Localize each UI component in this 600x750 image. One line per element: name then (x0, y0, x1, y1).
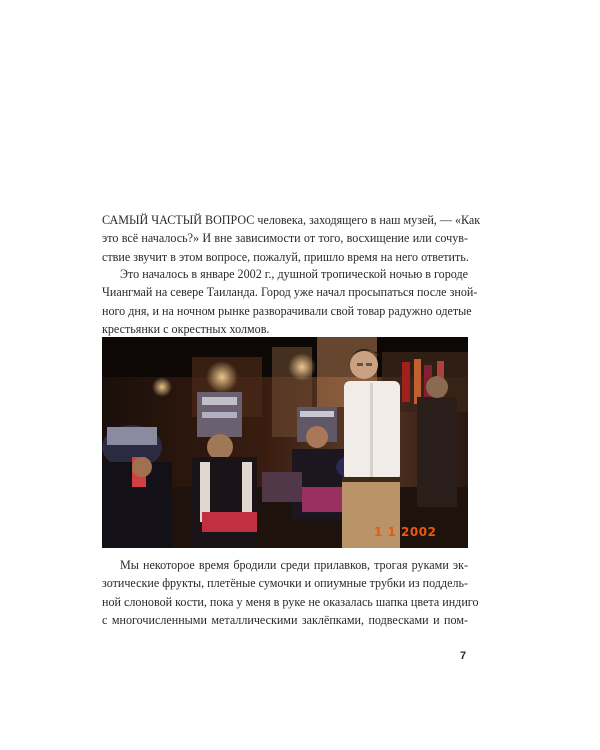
text-line: Мы некоторое время бродили среди прилавков, трогая руками эк- (120, 558, 468, 572)
paragraph-market (102, 556, 479, 630)
text-line-rest: человека, заходящего в наш музей, — «Как (254, 213, 481, 227)
lead-caps: САМЫЙ ЧАСТЫЙ ВОПРОС (102, 213, 255, 227)
text-line: крестьянки с окрестных холмов. (102, 322, 270, 337)
page-number: 7 (460, 650, 467, 662)
text-line: это всё началось?» И вне зависимости от того, восхищение или сочув- (102, 231, 468, 246)
photo-illustration (102, 337, 468, 548)
text-line: с многочисленными металлическими заклёпками, подвесками и пом- (102, 613, 468, 628)
text-line: ствие звучит в этом вопросе, пожалуй, пришло время на него ответить. (102, 249, 469, 264)
market-photo (102, 337, 468, 548)
photo-date-stamp: 1 1 2002 (374, 525, 437, 539)
text-line: ного дня, и на ночном рынке разворачивали свой товар радужно одетые (102, 303, 472, 318)
text-line: зотические фрукты, плетёные сумочки и опиумные трубки из поддель- (102, 576, 469, 591)
paragraph-beginning (102, 265, 478, 339)
text-line (102, 211, 481, 229)
text-line: Это началось в январе 2002 г., душной тропической ночью в городе (120, 267, 468, 281)
paragraph-intro (102, 211, 481, 266)
text-line: ной слоновой кости, пока у меня в руке не оказалась шапка цвета индиго (102, 594, 479, 609)
text-line: Чиангмай на севере Таиланда. Город уже начал просыпаться после зной- (102, 285, 478, 300)
